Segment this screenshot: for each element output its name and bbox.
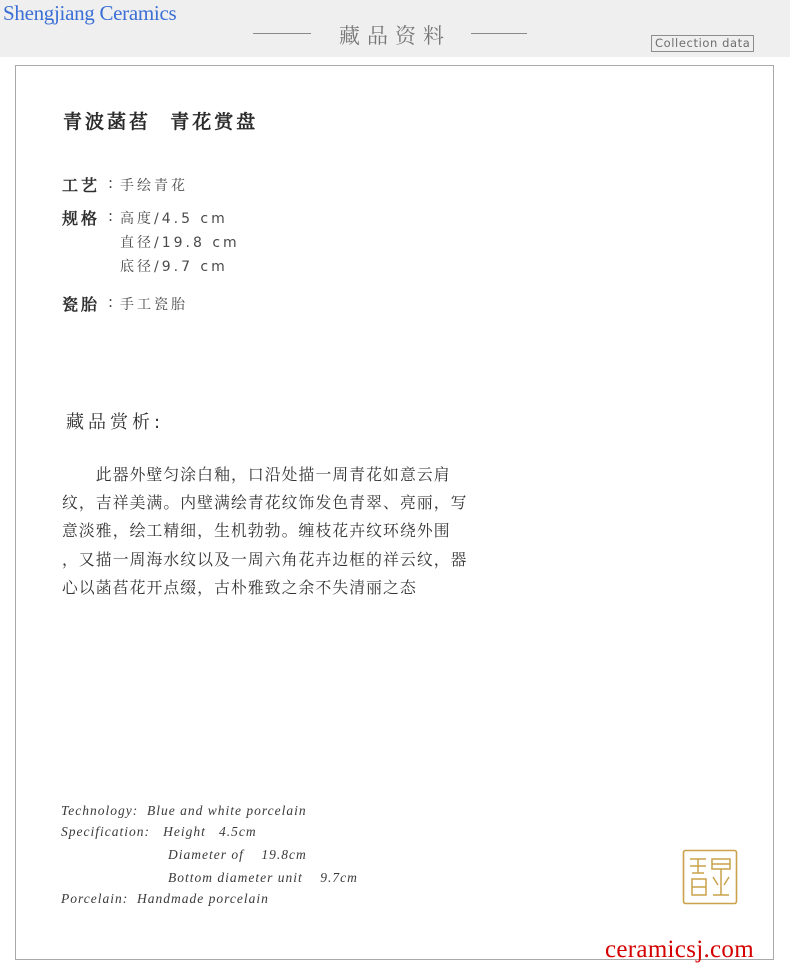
body-value: 手工瓷胎	[120, 297, 188, 313]
size-label: 规格	[62, 209, 101, 228]
product-title: 青波菡萏 青花赏盘	[63, 111, 259, 133]
en-specification: Specification: Height 4.5cm	[61, 824, 257, 839]
appreciation-line: 意淡雅，绘工精细，生机勃勃。缠枝花卉纹环绕外围	[62, 521, 451, 541]
size-height: 高度/4.5 cm	[120, 211, 228, 227]
page-title: 藏品资料	[339, 24, 451, 48]
appreciation-line: 心以菡萏花开点缀，古朴雅致之余不失清丽之态	[62, 577, 417, 597]
site-watermark: ceramicsj.com	[605, 936, 754, 963]
craft-label: 工艺	[62, 176, 101, 195]
collection-data-badge: Collection data	[651, 35, 754, 52]
en-porcelain: Porcelain: Handmade porcelain	[61, 891, 269, 906]
appreciation-line: 此器外壁匀涂白釉，口沿处描一周青花如意云肩	[62, 465, 451, 484]
en-bottom-diameter: Bottom diameter unit 9.7cm	[168, 870, 358, 885]
size-base: 底径/9.7 cm	[120, 259, 228, 275]
body-label: 瓷胎	[62, 295, 101, 314]
appreciation-line: ，又描一周海水纹以及一周六角花卉边框的祥云纹，器	[62, 549, 468, 569]
en-technology: Technology: Blue and white porcelain	[61, 803, 307, 818]
appreciation-line: 纹，吉祥美满。内壁满绘青花纹饰发色青翠、亮丽，写	[62, 493, 468, 513]
gold-seal-icon	[682, 849, 738, 905]
appreciation-text	[62, 461, 542, 602]
brand-watermark: Shengjiang Ceramics	[3, 1, 177, 25]
en-diameter: Diameter of 19.8cm	[168, 847, 307, 862]
header-divider-right	[471, 33, 527, 34]
craft-value: 手绘青花	[120, 178, 188, 194]
size-diameter: 直径/19.8 cm	[120, 235, 240, 251]
body-colon: :	[108, 293, 114, 311]
size-colon: :	[108, 207, 114, 225]
craft-colon: :	[108, 174, 114, 192]
appreciation-heading: 藏品赏析:	[66, 412, 165, 433]
